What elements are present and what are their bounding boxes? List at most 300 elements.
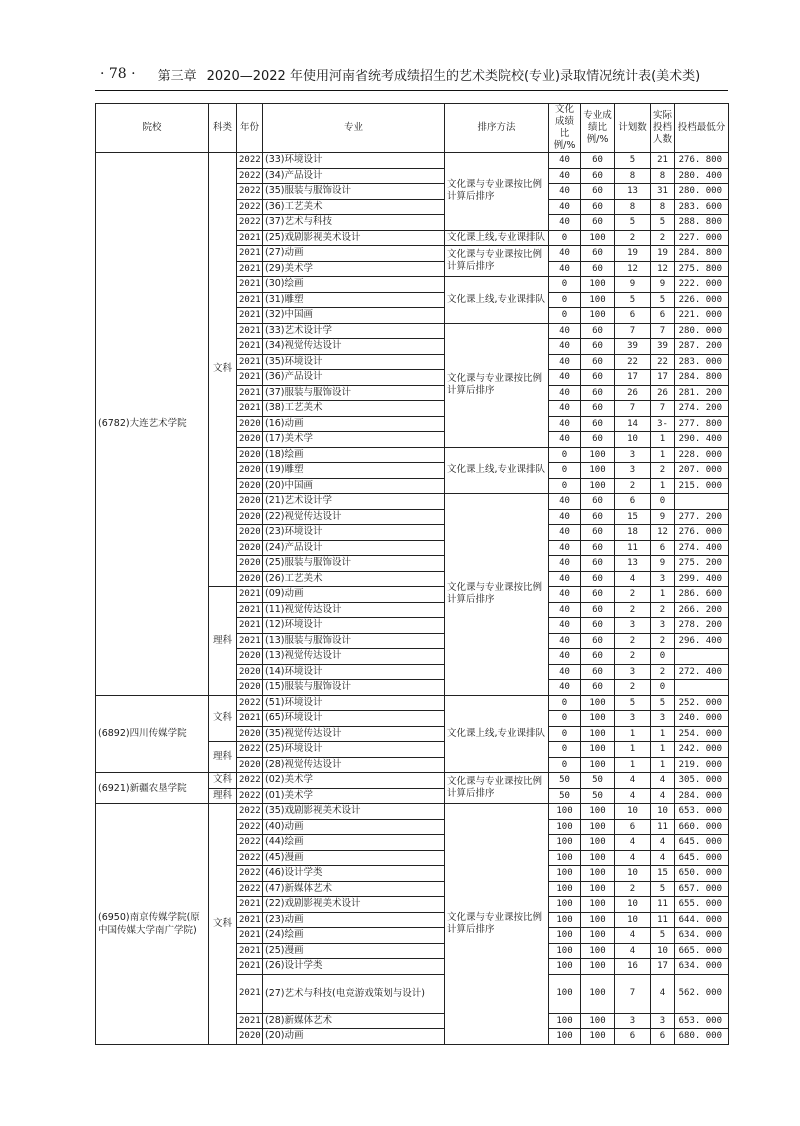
actual-count-cell: 1 [651, 742, 675, 758]
min-score-cell: 562. 000 [675, 974, 729, 1013]
plan-count-cell: 10 [615, 804, 651, 820]
actual-count-cell: 9 [651, 509, 675, 525]
page-number: · 78 · [100, 66, 136, 82]
culture-ratio-cell: 100 [549, 819, 581, 835]
table-body [96, 153, 729, 1045]
major-cell: (26)工艺美术 [263, 571, 445, 587]
plan-count-cell: 5 [615, 292, 651, 308]
min-score-cell: 277. 800 [675, 416, 729, 432]
year-cell: 2022 [237, 199, 263, 215]
major-cell: (19)雕塑 [263, 463, 445, 479]
major-ratio-cell: 100 [581, 757, 615, 773]
major-cell: (13)服装与服饰设计 [263, 633, 445, 649]
major-ratio-cell: 100 [581, 804, 615, 820]
min-score-cell: 222. 000 [675, 277, 729, 293]
actual-count-cell: 2 [651, 633, 675, 649]
major-ratio-cell: 60 [581, 385, 615, 401]
actual-count-cell: 1 [651, 587, 675, 603]
culture-ratio-cell: 100 [549, 897, 581, 913]
major-cell: (22)戏剧影视美术设计 [263, 897, 445, 913]
year-cell: 2020 [237, 1029, 263, 1045]
major-cell: (14)环境设计 [263, 664, 445, 680]
major-ratio-cell: 60 [581, 246, 615, 262]
year-cell: 2021 [237, 587, 263, 603]
min-score-cell: 657. 000 [675, 881, 729, 897]
year-cell: 2022 [237, 184, 263, 200]
min-score-cell: 266. 200 [675, 602, 729, 618]
actual-count-cell: 19 [651, 246, 675, 262]
major-ratio-cell: 100 [581, 866, 615, 882]
col-header-major-ratio: 专业成绩比例/% [581, 104, 615, 153]
category-cell: 文科 [209, 695, 237, 742]
plan-count-cell: 2 [615, 602, 651, 618]
table-row [96, 153, 729, 169]
major-ratio-cell: 60 [581, 509, 615, 525]
year-cell: 2020 [237, 540, 263, 556]
plan-count-cell: 2 [615, 230, 651, 246]
major-cell: (25)服装与服饰设计 [263, 556, 445, 572]
sort-method-cell: 文化课与专业课按比例计算后排序 [445, 494, 549, 696]
actual-count-cell: 10 [651, 804, 675, 820]
year-cell: 2020 [237, 447, 263, 463]
major-cell: (37)艺术与科技 [263, 215, 445, 231]
min-score-cell: 653. 000 [675, 804, 729, 820]
actual-count-cell: 22 [651, 354, 675, 370]
major-ratio-cell: 60 [581, 153, 615, 169]
category-cell: 文科 [209, 153, 237, 587]
plan-count-cell: 5 [615, 153, 651, 169]
plan-count-cell: 3 [615, 1013, 651, 1029]
culture-ratio-cell: 40 [549, 354, 581, 370]
admission-table [95, 103, 729, 1045]
min-score-cell: 227. 000 [675, 230, 729, 246]
school-name-cell: (6921)新疆农垦学院 [96, 773, 209, 804]
year-cell: 2020 [237, 416, 263, 432]
year-cell: 2022 [237, 773, 263, 789]
major-ratio-cell: 100 [581, 711, 615, 727]
category-cell: 理科 [209, 742, 237, 773]
min-score-cell: 644. 000 [675, 912, 729, 928]
min-score-cell: 288. 800 [675, 215, 729, 231]
plan-count-cell: 4 [615, 850, 651, 866]
major-ratio-cell: 100 [581, 959, 615, 975]
actual-count-cell: 2 [651, 463, 675, 479]
actual-count-cell: 11 [651, 897, 675, 913]
plan-count-cell: 2 [615, 680, 651, 696]
culture-ratio-cell: 40 [549, 571, 581, 587]
actual-count-cell: 2 [651, 664, 675, 680]
culture-ratio-cell: 100 [549, 835, 581, 851]
major-ratio-cell: 100 [581, 447, 615, 463]
min-score-cell: 272. 400 [675, 664, 729, 680]
culture-ratio-cell: 40 [549, 153, 581, 169]
col-header-method: 排序方法 [445, 104, 549, 153]
plan-count-cell: 2 [615, 881, 651, 897]
major-ratio-cell: 60 [581, 354, 615, 370]
col-header-category: 科类 [209, 104, 237, 153]
culture-ratio-cell: 40 [549, 168, 581, 184]
major-cell: (25)环境设计 [263, 742, 445, 758]
major-cell: (30)绘画 [263, 277, 445, 293]
year-cell: 2020 [237, 649, 263, 665]
actual-count-cell: 3 [651, 571, 675, 587]
year-cell: 2021 [237, 339, 263, 355]
min-score-cell: 290. 400 [675, 432, 729, 448]
culture-ratio-cell: 40 [549, 184, 581, 200]
major-ratio-cell: 60 [581, 540, 615, 556]
plan-count-cell: 15 [615, 509, 651, 525]
major-cell: (17)美术学 [263, 432, 445, 448]
year-cell: 2022 [237, 153, 263, 169]
culture-ratio-cell: 40 [549, 540, 581, 556]
major-ratio-cell: 100 [581, 881, 615, 897]
major-cell: (09)动画 [263, 587, 445, 603]
year-cell: 2021 [237, 618, 263, 634]
major-cell: (40)动画 [263, 819, 445, 835]
plan-count-cell: 6 [615, 494, 651, 510]
min-score-cell: 275. 200 [675, 556, 729, 572]
header-rule [95, 90, 728, 91]
major-cell: (37)服装与服饰设计 [263, 385, 445, 401]
min-score-cell [675, 649, 729, 665]
year-cell: 2022 [237, 819, 263, 835]
min-score-cell: 286. 600 [675, 587, 729, 603]
actual-count-cell: 5 [651, 695, 675, 711]
major-cell: (34)产品设计 [263, 168, 445, 184]
culture-ratio-cell: 40 [549, 199, 581, 215]
culture-ratio-cell: 40 [549, 339, 581, 355]
table-row [96, 773, 729, 789]
plan-count-cell: 16 [615, 959, 651, 975]
year-cell: 2021 [237, 261, 263, 277]
year-cell: 2021 [237, 385, 263, 401]
min-score-cell: 645. 000 [675, 835, 729, 851]
sort-method-cell: 文化课上线,专业课排队 [445, 695, 549, 773]
culture-ratio-cell: 0 [549, 230, 581, 246]
plan-count-cell: 6 [615, 819, 651, 835]
major-ratio-cell: 60 [581, 525, 615, 541]
category-cell: 文科 [209, 773, 237, 789]
major-ratio-cell: 60 [581, 680, 615, 696]
actual-count-cell: 1 [651, 432, 675, 448]
min-score-cell: 242. 000 [675, 742, 729, 758]
year-cell: 2021 [237, 246, 263, 262]
actual-count-cell: 17 [651, 959, 675, 975]
plan-count-cell: 7 [615, 323, 651, 339]
plan-count-cell: 3 [615, 664, 651, 680]
culture-ratio-cell: 40 [549, 401, 581, 417]
year-cell: 2020 [237, 432, 263, 448]
major-cell: (51)环境设计 [263, 695, 445, 711]
year-cell: 2022 [237, 168, 263, 184]
actual-count-cell: 5 [651, 881, 675, 897]
actual-count-cell: 0 [651, 494, 675, 510]
plan-count-cell: 4 [615, 928, 651, 944]
plan-count-cell: 13 [615, 184, 651, 200]
culture-ratio-cell: 100 [549, 928, 581, 944]
min-score-cell: 645. 000 [675, 850, 729, 866]
table-header-row [96, 104, 729, 153]
min-score-cell: 274. 200 [675, 401, 729, 417]
major-ratio-cell: 100 [581, 1013, 615, 1029]
year-cell: 2020 [237, 757, 263, 773]
culture-ratio-cell: 100 [549, 850, 581, 866]
chapter-label: 第三章 [157, 68, 197, 84]
plan-count-cell: 1 [615, 742, 651, 758]
min-score-cell: 650. 000 [675, 866, 729, 882]
major-cell: (29)美术学 [263, 261, 445, 277]
min-score-cell: 219. 000 [675, 757, 729, 773]
major-cell: (23)环境设计 [263, 525, 445, 541]
min-score-cell: 228. 000 [675, 447, 729, 463]
major-ratio-cell: 60 [581, 587, 615, 603]
culture-ratio-cell: 50 [549, 773, 581, 789]
min-score-cell: 287. 200 [675, 339, 729, 355]
actual-count-cell: 3 [651, 618, 675, 634]
min-score-cell: 660. 000 [675, 819, 729, 835]
culture-ratio-cell: 100 [549, 943, 581, 959]
min-score-cell: 653. 000 [675, 1013, 729, 1029]
major-ratio-cell: 100 [581, 277, 615, 293]
min-score-cell: 226. 000 [675, 292, 729, 308]
actual-count-cell: 26 [651, 385, 675, 401]
year-cell: 2021 [237, 959, 263, 975]
culture-ratio-cell: 40 [549, 416, 581, 432]
plan-count-cell: 8 [615, 168, 651, 184]
col-header-year: 年份 [237, 104, 263, 153]
major-ratio-cell: 100 [581, 478, 615, 494]
year-cell: 2021 [237, 354, 263, 370]
plan-count-cell: 17 [615, 370, 651, 386]
year-cell: 2020 [237, 525, 263, 541]
major-cell: (36)产品设计 [263, 370, 445, 386]
sort-method-cell: 文化课与专业课按比例计算后排序 [445, 323, 549, 447]
major-cell: (20)动画 [263, 1029, 445, 1045]
actual-count-cell: 4 [651, 835, 675, 851]
plan-count-cell: 12 [615, 261, 651, 277]
major-ratio-cell: 100 [581, 292, 615, 308]
year-cell: 2021 [237, 277, 263, 293]
school-name-cell: (6782)大连艺术学院 [96, 153, 209, 696]
actual-count-cell: 7 [651, 401, 675, 417]
min-score-cell: 284. 800 [675, 370, 729, 386]
plan-count-cell: 1 [615, 726, 651, 742]
culture-ratio-cell: 50 [549, 788, 581, 804]
min-score-cell: 280. 000 [675, 323, 729, 339]
actual-count-cell: 12 [651, 261, 675, 277]
year-cell: 2020 [237, 509, 263, 525]
major-cell: (33)艺术设计学 [263, 323, 445, 339]
col-header-culture-ratio: 文化成绩比例/% [549, 104, 581, 153]
actual-count-cell: 0 [651, 649, 675, 665]
year-cell: 2020 [237, 726, 263, 742]
plan-count-cell: 9 [615, 277, 651, 293]
major-cell: (27)艺术与科技(电竞游戏策划与设计) [263, 974, 445, 1013]
year-cell: 2021 [237, 401, 263, 417]
plan-count-cell: 39 [615, 339, 651, 355]
min-score-cell: 634. 000 [675, 928, 729, 944]
major-cell: (25)戏剧影视美术设计 [263, 230, 445, 246]
actual-count-cell: 31 [651, 184, 675, 200]
plan-count-cell: 19 [615, 246, 651, 262]
culture-ratio-cell: 100 [549, 1029, 581, 1045]
culture-ratio-cell: 0 [549, 757, 581, 773]
col-header-major: 专业 [263, 104, 445, 153]
year-cell: 2021 [237, 633, 263, 649]
culture-ratio-cell: 100 [549, 912, 581, 928]
col-header-plan: 计划数 [615, 104, 651, 153]
plan-count-cell: 26 [615, 385, 651, 401]
major-cell: (11)视觉传达设计 [263, 602, 445, 618]
actual-count-cell: 11 [651, 819, 675, 835]
actual-count-cell: 3 [651, 711, 675, 727]
culture-ratio-cell: 100 [549, 881, 581, 897]
major-ratio-cell: 60 [581, 401, 615, 417]
major-ratio-cell: 60 [581, 261, 615, 277]
major-ratio-cell: 60 [581, 168, 615, 184]
major-ratio-cell: 60 [581, 416, 615, 432]
culture-ratio-cell: 100 [549, 1013, 581, 1029]
major-cell: (21)艺术设计学 [263, 494, 445, 510]
actual-count-cell: 8 [651, 199, 675, 215]
year-cell: 2021 [237, 370, 263, 386]
year-cell: 2021 [237, 602, 263, 618]
major-ratio-cell: 60 [581, 664, 615, 680]
major-cell: (23)动画 [263, 912, 445, 928]
year-cell: 2022 [237, 804, 263, 820]
major-ratio-cell: 60 [581, 432, 615, 448]
plan-count-cell: 10 [615, 897, 651, 913]
plan-count-cell: 22 [615, 354, 651, 370]
major-cell: (20)中国画 [263, 478, 445, 494]
actual-count-cell: 0 [651, 680, 675, 696]
min-score-cell: 277. 200 [675, 509, 729, 525]
major-ratio-cell: 60 [581, 649, 615, 665]
year-cell: 2021 [237, 292, 263, 308]
year-cell: 2022 [237, 215, 263, 231]
culture-ratio-cell: 40 [549, 587, 581, 603]
min-score-cell: 284. 800 [675, 246, 729, 262]
actual-count-cell: 3 [651, 1013, 675, 1029]
plan-count-cell: 4 [615, 773, 651, 789]
culture-ratio-cell: 0 [549, 447, 581, 463]
actual-count-cell: 1 [651, 726, 675, 742]
col-header-school: 院校 [96, 104, 209, 153]
actual-count-cell: 4 [651, 974, 675, 1013]
major-cell: (24)产品设计 [263, 540, 445, 556]
year-cell: 2020 [237, 664, 263, 680]
min-score-cell: 252. 000 [675, 695, 729, 711]
culture-ratio-cell: 0 [549, 711, 581, 727]
min-score-cell: 240. 000 [675, 711, 729, 727]
min-score-cell: 283. 000 [675, 354, 729, 370]
major-ratio-cell: 60 [581, 494, 615, 510]
major-cell: (46)设计学类 [263, 866, 445, 882]
actual-count-cell: 5 [651, 928, 675, 944]
major-ratio-cell: 50 [581, 773, 615, 789]
culture-ratio-cell: 40 [549, 525, 581, 541]
major-cell: (01)美术学 [263, 788, 445, 804]
major-cell: (47)新媒体艺术 [263, 881, 445, 897]
major-cell: (65)环境设计 [263, 711, 445, 727]
sort-method-cell: 文化课与专业课按比例计算后排序 [445, 773, 549, 804]
major-cell: (35)视觉传达设计 [263, 726, 445, 742]
year-cell: 2020 [237, 680, 263, 696]
major-ratio-cell: 100 [581, 897, 615, 913]
page-header [100, 62, 740, 86]
year-cell: 2022 [237, 742, 263, 758]
plan-count-cell: 11 [615, 540, 651, 556]
min-score-cell [675, 494, 729, 510]
actual-count-cell: 8 [651, 168, 675, 184]
plan-count-cell: 10 [615, 866, 651, 882]
plan-count-cell: 2 [615, 478, 651, 494]
major-cell: (24)绘画 [263, 928, 445, 944]
culture-ratio-cell: 40 [549, 432, 581, 448]
major-ratio-cell: 60 [581, 571, 615, 587]
culture-ratio-cell: 40 [549, 370, 581, 386]
plan-count-cell: 2 [615, 587, 651, 603]
major-cell: (35)环境设计 [263, 354, 445, 370]
major-cell: (36)工艺美术 [263, 199, 445, 215]
year-cell: 2021 [237, 897, 263, 913]
culture-ratio-cell: 0 [549, 292, 581, 308]
plan-count-cell: 18 [615, 525, 651, 541]
major-cell: (33)环境设计 [263, 153, 445, 169]
actual-count-cell: 5 [651, 292, 675, 308]
year-cell: 2021 [237, 1013, 263, 1029]
major-ratio-cell: 100 [581, 695, 615, 711]
actual-count-cell: 4 [651, 773, 675, 789]
min-score-cell: 215. 000 [675, 478, 729, 494]
actual-count-cell: 7 [651, 323, 675, 339]
major-ratio-cell: 60 [581, 556, 615, 572]
actual-count-cell: 21 [651, 153, 675, 169]
major-ratio-cell: 60 [581, 618, 615, 634]
major-ratio-cell: 60 [581, 633, 615, 649]
major-cell: (28)新媒体艺术 [263, 1013, 445, 1029]
min-score-cell: 276. 000 [675, 525, 729, 541]
major-cell: (02)美术学 [263, 773, 445, 789]
min-score-cell: 284. 000 [675, 788, 729, 804]
plan-count-cell: 2 [615, 649, 651, 665]
year-cell: 2021 [237, 974, 263, 1013]
year-cell: 2021 [237, 711, 263, 727]
culture-ratio-cell: 40 [549, 618, 581, 634]
year-cell: 2021 [237, 943, 263, 959]
culture-ratio-cell: 0 [549, 726, 581, 742]
major-cell: (22)视觉传达设计 [263, 509, 445, 525]
actual-count-cell: 9 [651, 556, 675, 572]
plan-count-cell: 1 [615, 757, 651, 773]
min-score-cell: 254. 000 [675, 726, 729, 742]
year-cell: 2022 [237, 835, 263, 851]
table-row [96, 804, 729, 820]
year-cell: 2020 [237, 478, 263, 494]
min-score-cell: 274. 400 [675, 540, 729, 556]
culture-ratio-cell: 100 [549, 959, 581, 975]
year-cell: 2021 [237, 912, 263, 928]
actual-count-cell: 2 [651, 230, 675, 246]
major-cell: (15)服装与服饰设计 [263, 680, 445, 696]
actual-count-cell: 3- [651, 416, 675, 432]
major-ratio-cell: 100 [581, 819, 615, 835]
year-cell: 2022 [237, 866, 263, 882]
actual-count-cell: 5 [651, 215, 675, 231]
actual-count-cell: 6 [651, 1029, 675, 1045]
major-cell: (28)视觉传达设计 [263, 757, 445, 773]
culture-ratio-cell: 40 [549, 385, 581, 401]
